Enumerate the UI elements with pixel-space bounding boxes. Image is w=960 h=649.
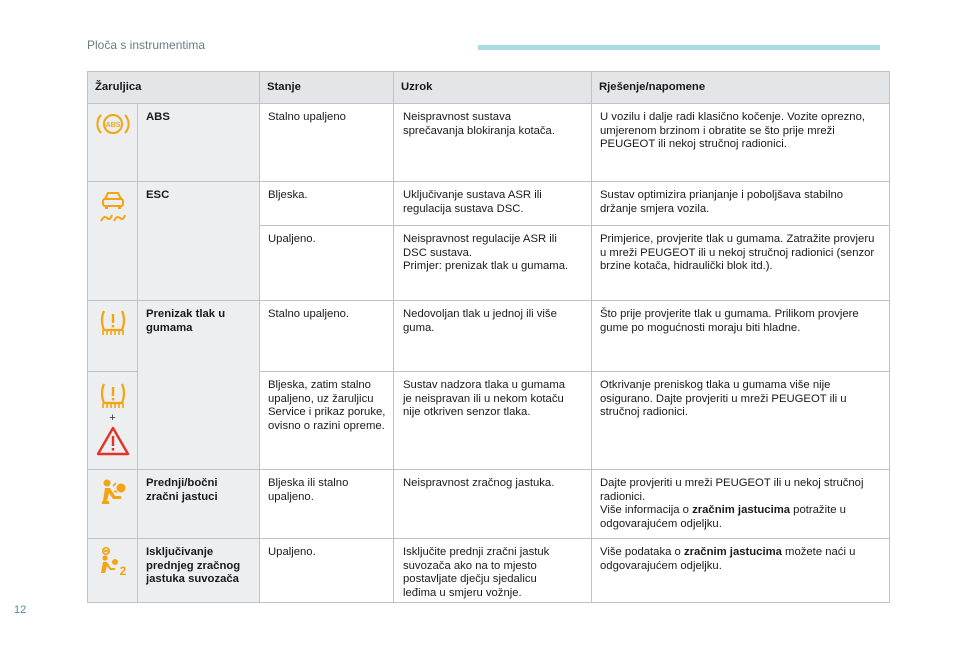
text-line: blok itd.).	[726, 260, 773, 272]
lamp-solution	[592, 226, 890, 301]
table-row	[88, 301, 890, 372]
lamp-state	[260, 372, 394, 470]
text-line: Nedovoljan tlak u jednoj ili više	[403, 308, 557, 320]
text-line: Zatražite provjeru u mreži PEUGEOT ili u nekoj	[600, 233, 875, 259]
text-line: Vozite oprezno, umjerenom brzinom i obratite se što	[600, 111, 866, 137]
text-line: Prilikom provjere gume po mogućnosti moraju biti	[600, 308, 859, 334]
lamp-cause	[394, 226, 592, 301]
text-line: Sustav optimizira prianjanje i poboljšava stabilno	[600, 189, 844, 201]
airbag-icon	[97, 477, 129, 507]
text-line: sprečavanja blokiranja kotača.	[403, 124, 555, 137]
icon-cell	[88, 539, 138, 603]
text-line: gumama	[146, 321, 193, 334]
text-line: držanje smjera vozila.	[600, 202, 710, 215]
lamp-state: Bljeska.	[260, 182, 394, 226]
text-line: upaljeno, uz žaruljicu	[268, 392, 374, 405]
text-line: guma.	[403, 321, 435, 334]
abs-warning-icon	[95, 111, 131, 137]
icon-cell	[88, 182, 138, 301]
column-header-lamp: Žaruljica	[88, 72, 260, 104]
lamp-name	[138, 539, 260, 603]
text-line: Service i prikaz	[268, 406, 345, 418]
warning-lamps-table	[87, 71, 890, 603]
lamp-state: Stalno upaljeno	[260, 104, 394, 182]
text-line: Neispravnost zračnog jastuka.	[403, 477, 555, 489]
table-header-row	[88, 72, 890, 104]
text-line: Uključivanje sustava ASR ili	[403, 189, 542, 201]
bold-keyword: zračnim jastucima	[692, 504, 791, 516]
lamp-name	[138, 470, 260, 539]
table-row	[88, 470, 890, 539]
text-line: Bljeska ili stalno	[268, 477, 349, 489]
lamp-solution	[592, 182, 890, 226]
lamp-state: Upaljeno.	[260, 539, 394, 603]
lamp-cause	[394, 104, 592, 182]
text-line: Neispravnost regulacije ASR ili	[403, 233, 557, 245]
text-line: Dajte provjeriti u mreži PEUGEOT ili u stručnoj	[600, 392, 847, 418]
text-line: nije otkriven senzor tlaka.	[403, 406, 531, 418]
table-row	[88, 182, 890, 226]
lamp-cause	[394, 301, 592, 372]
text-line: poruke, ovisno o	[268, 406, 386, 432]
text-line: hladne.	[763, 321, 801, 334]
text-line: Dajte provjeriti u mreži PEUGEOT ili u nekoj stručnoj	[600, 477, 864, 489]
text-line: zračni jastuci	[146, 490, 218, 503]
text-line: Što prije provjerite tlak u gumama.	[600, 308, 772, 320]
text-line: prednjeg zračnog	[146, 559, 241, 572]
text-line: prije mreži PEUGEOT ili nekoj stručnoj radionici.	[600, 124, 835, 150]
text-line: Otkrivanje preniskog tlaka u gumama više nije	[600, 379, 831, 391]
text-line: radionici.	[600, 490, 646, 503]
text-line: Primjerice, provjerite tlak u gumama.	[600, 233, 784, 245]
text-fragment: Više informacija o	[600, 504, 693, 516]
table-row	[88, 539, 890, 603]
text-line: osigurano.	[600, 392, 653, 405]
tyre-pressure-icon	[97, 308, 129, 338]
text-line: odgovarajućem odjeljku.	[600, 559, 722, 572]
icon-cell	[88, 470, 138, 539]
column-header-state: Stanje	[260, 72, 394, 104]
text-line: Prenizak tlak u	[146, 308, 226, 320]
tyre-pressure-icon	[97, 381, 129, 411]
text-line	[600, 504, 846, 516]
text-line: stručnoj radionici (senzor brzine kotača, hidraulički	[600, 246, 875, 272]
text-fragment: potražite u	[790, 504, 846, 516]
icon-cell	[88, 301, 138, 372]
text-line: regulacija sustava DSC.	[403, 202, 524, 215]
text-line: Isključite prednji zračni jastuk	[403, 546, 550, 558]
bold-keyword: zračnim jastucima	[683, 546, 782, 558]
plus-sign: +	[109, 412, 116, 424]
lamp-solution	[592, 104, 890, 182]
text-line: Bljeska, zatim stalno	[268, 379, 371, 391]
text-line: Isključivanje	[146, 546, 214, 558]
text-line: jastuka suvozača	[146, 573, 239, 585]
text-line: suvozača ako na to mjesto	[403, 559, 537, 572]
text-line	[600, 546, 855, 558]
header-accent-bar	[478, 45, 880, 50]
text-line: je neispravan ili u nekom kotaču	[403, 392, 564, 405]
warning-triangle-icon	[96, 426, 130, 456]
icon-cell	[88, 372, 138, 470]
lamp-name: ABS	[138, 104, 260, 182]
text-line: postavljate dječju sjedalicu	[403, 573, 537, 585]
lamp-solution	[592, 301, 890, 372]
lamp-solution	[592, 539, 890, 603]
lamp-solution	[592, 470, 890, 539]
text-line: razini opreme.	[313, 419, 385, 432]
column-header-solution: Rješenje/napomene	[592, 72, 890, 104]
text-fragment: Više podataka o	[600, 546, 684, 558]
passenger-airbag-off-icon	[97, 546, 129, 578]
text-line: Primjer: prenizak tlak u gumama.	[403, 260, 569, 272]
text-line: radionici.	[642, 406, 688, 418]
text-line: Prednji/bočni	[146, 477, 218, 489]
lamp-cause	[394, 470, 592, 539]
lamp-cause	[394, 182, 592, 226]
lamp-solution	[592, 372, 890, 470]
icon-cell	[88, 104, 138, 182]
text-line: Sustav nadzora tlaka u gumama	[403, 379, 566, 391]
lamp-cause	[394, 539, 592, 603]
text-line: odgovarajućem odjeljku.	[600, 517, 722, 530]
text-fragment: možete naći u	[781, 546, 856, 558]
lamp-name	[138, 301, 260, 470]
lamp-state: Stalno upaljeno.	[260, 301, 394, 372]
svg-text:ABS: ABS	[105, 122, 120, 129]
table-row	[88, 104, 890, 182]
text-line: U vozilu i dalje radi klasično kočenje.	[600, 111, 784, 123]
text-line: leđima u smjeru vožnje.	[403, 586, 522, 599]
text-line: DSC sustava.	[403, 246, 473, 259]
lamp-state	[260, 470, 394, 539]
esc-skid-icon	[98, 189, 128, 225]
page-section-title: Ploča s instrumentima	[87, 38, 206, 52]
lamp-name: ESC	[138, 182, 260, 301]
lamp-state: Upaljeno.	[260, 226, 394, 301]
lamp-cause	[394, 372, 592, 470]
svg-text:2: 2	[119, 564, 126, 578]
page-number: 12	[14, 604, 27, 616]
text-line: Neispravnost sustava	[403, 111, 511, 123]
column-header-cause: Uzrok	[394, 72, 592, 104]
text-line: upaljeno.	[268, 490, 314, 503]
